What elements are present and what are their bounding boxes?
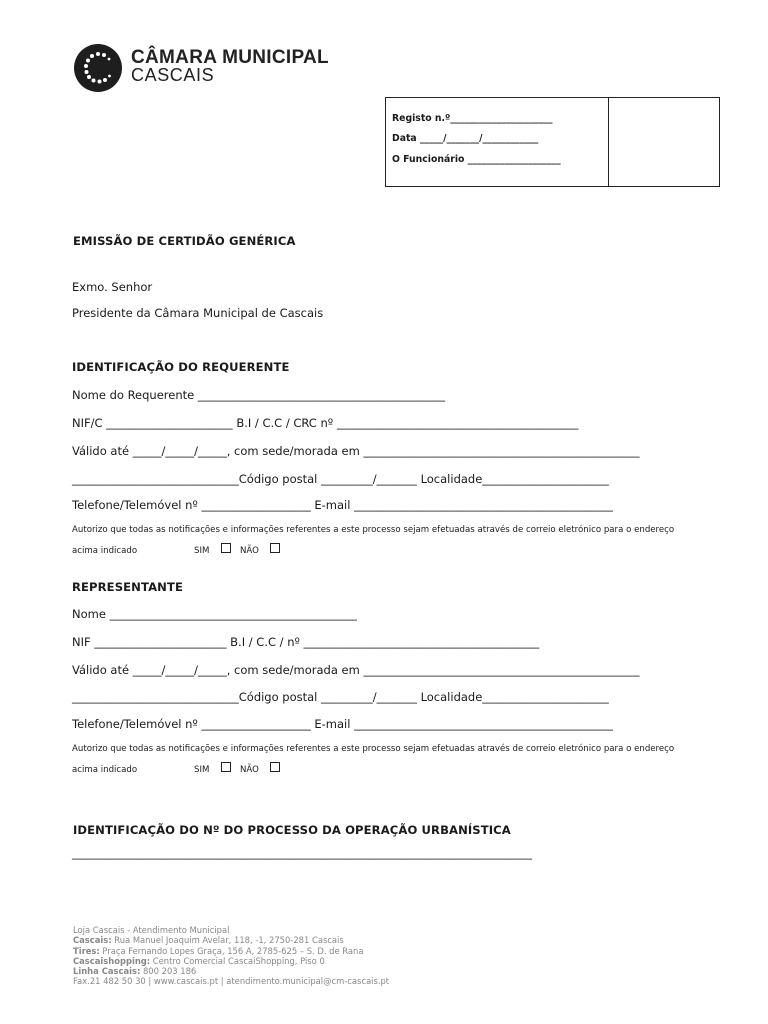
footer-tires-text: Praça Fernando Lopes Graça, 156 A, 2785-625 – S. D. de Rana <box>99 945 364 956</box>
representante-heading: REPRESENTANTE <box>72 580 183 594</box>
requerente-no-label: NÃO <box>240 546 259 556</box>
representante-consent-text: Autorizo que todas as notificações e informações referentes a este processo sejam efetuadas através de correio eletrónico para o endereço <box>72 744 675 754</box>
registry-date-field[interactable]: Data _____/_______/____________ <box>392 133 539 144</box>
footer-tires-address <box>73 946 389 956</box>
requerente-heading: IDENTIFICAÇÃO DO REQUERENTE <box>72 360 290 374</box>
requerente-nif-field[interactable]: NIF/C ______________________ B.I / C.C / CRC nº __________________________________________ <box>72 416 579 430</box>
cascais-logo-icon <box>73 43 123 93</box>
representante-consent-text-cont: acima indicado <box>72 765 138 775</box>
footer-cascaishopping-address <box>73 956 389 966</box>
footer-cascais-text: Rua Manuel Joaquim Avelar, 118, -1, 2750-281 Cascais <box>111 935 344 946</box>
footer-phone-text: 800 203 186 <box>140 966 197 977</box>
registry-clerk-field[interactable]: O Funcionário ____________________ <box>392 154 561 165</box>
representante-postal-code-field[interactable]: _____________________________Código postal _________/_______ Localidade______________________ <box>72 690 609 704</box>
requerente-name-field[interactable]: Nome do Requerente ___________________________________________ <box>72 388 446 402</box>
footer-cascais-address <box>73 935 389 945</box>
representante-yes-label: SIM <box>194 765 210 775</box>
footer-store-line: Loja Cascais - Atendimento Municipal <box>73 925 230 935</box>
footer-contact-line: Fax.21 482 50 30 | www.cascais.pt | atendimento.municipal@cm-cascais.pt <box>73 976 390 987</box>
footer-cascais-label: Cascais: <box>73 935 112 946</box>
requerente-consent-text: Autorizo que todas as notificações e informações referentes a este processo sejam efetuadas através de correio eletrónico para o endereço <box>72 525 675 535</box>
representante-yes-checkbox[interactable] <box>221 762 231 772</box>
footer-tires-label: Tires: <box>73 945 100 956</box>
footer-cascaishopping-label: Cascaishopping: <box>73 955 151 966</box>
requerente-no-checkbox[interactable] <box>270 543 280 553</box>
registry-number-field[interactable]: Registo n.º______________________ <box>392 113 553 124</box>
footer-cascaishopping-text: Centro Comercial CascaiShopping, Piso 0 <box>150 955 325 966</box>
addressee: Presidente da Câmara Municipal de Cascais <box>72 306 324 320</box>
logo-subtitle: CASCAIS <box>131 65 215 85</box>
requerente-postal-code-field[interactable]: _____________________________Código postal _________/_______ Localidade______________________ <box>72 472 609 486</box>
processo-heading: IDENTIFICAÇÃO DO Nº DO PROCESSO DA OPERAÇÃO URBANÍSTICA <box>73 823 511 837</box>
requerente-phone-email-field[interactable]: Telefone/Telemóvel nº ___________________ E-mail _____________________________________________ <box>72 498 613 512</box>
representante-name-field[interactable]: Nome ___________________________________________ <box>72 607 357 621</box>
representante-nif-field[interactable]: NIF _______________________ B.I / C.C / nº _________________________________________ <box>72 635 540 649</box>
footer <box>73 925 389 987</box>
representante-no-checkbox[interactable] <box>270 762 280 772</box>
footer-phone-line <box>73 966 389 976</box>
document-title: EMISSÃO DE CERTIDÃO GENÉRICA <box>73 234 296 248</box>
footer-phone-label: Linha Cascais: <box>73 966 141 977</box>
registry-box-divider <box>608 98 609 186</box>
representante-phone-email-field[interactable]: Telefone/Telemóvel nº ___________________ E-mail _____________________________________________ <box>72 717 613 731</box>
processo-number-field[interactable]: ________________________________________________________________________________ <box>72 846 532 860</box>
representante-valid-address-field[interactable]: Válido até _____/_____/_____, com sede/morada em ________________________________________________ <box>72 663 640 677</box>
logo-title: CÂMARA MUNICIPAL <box>131 47 329 68</box>
representante-no-label: NÃO <box>240 765 259 775</box>
requerente-consent-text-cont: acima indicado <box>72 546 138 556</box>
requerente-yes-label: SIM <box>194 546 210 556</box>
salutation: Exmo. Senhor <box>72 280 153 294</box>
requerente-valid-address-field[interactable]: Válido até _____/_____/_____, com sede/morada em ________________________________________________ <box>72 444 640 458</box>
requerente-yes-checkbox[interactable] <box>221 543 231 553</box>
